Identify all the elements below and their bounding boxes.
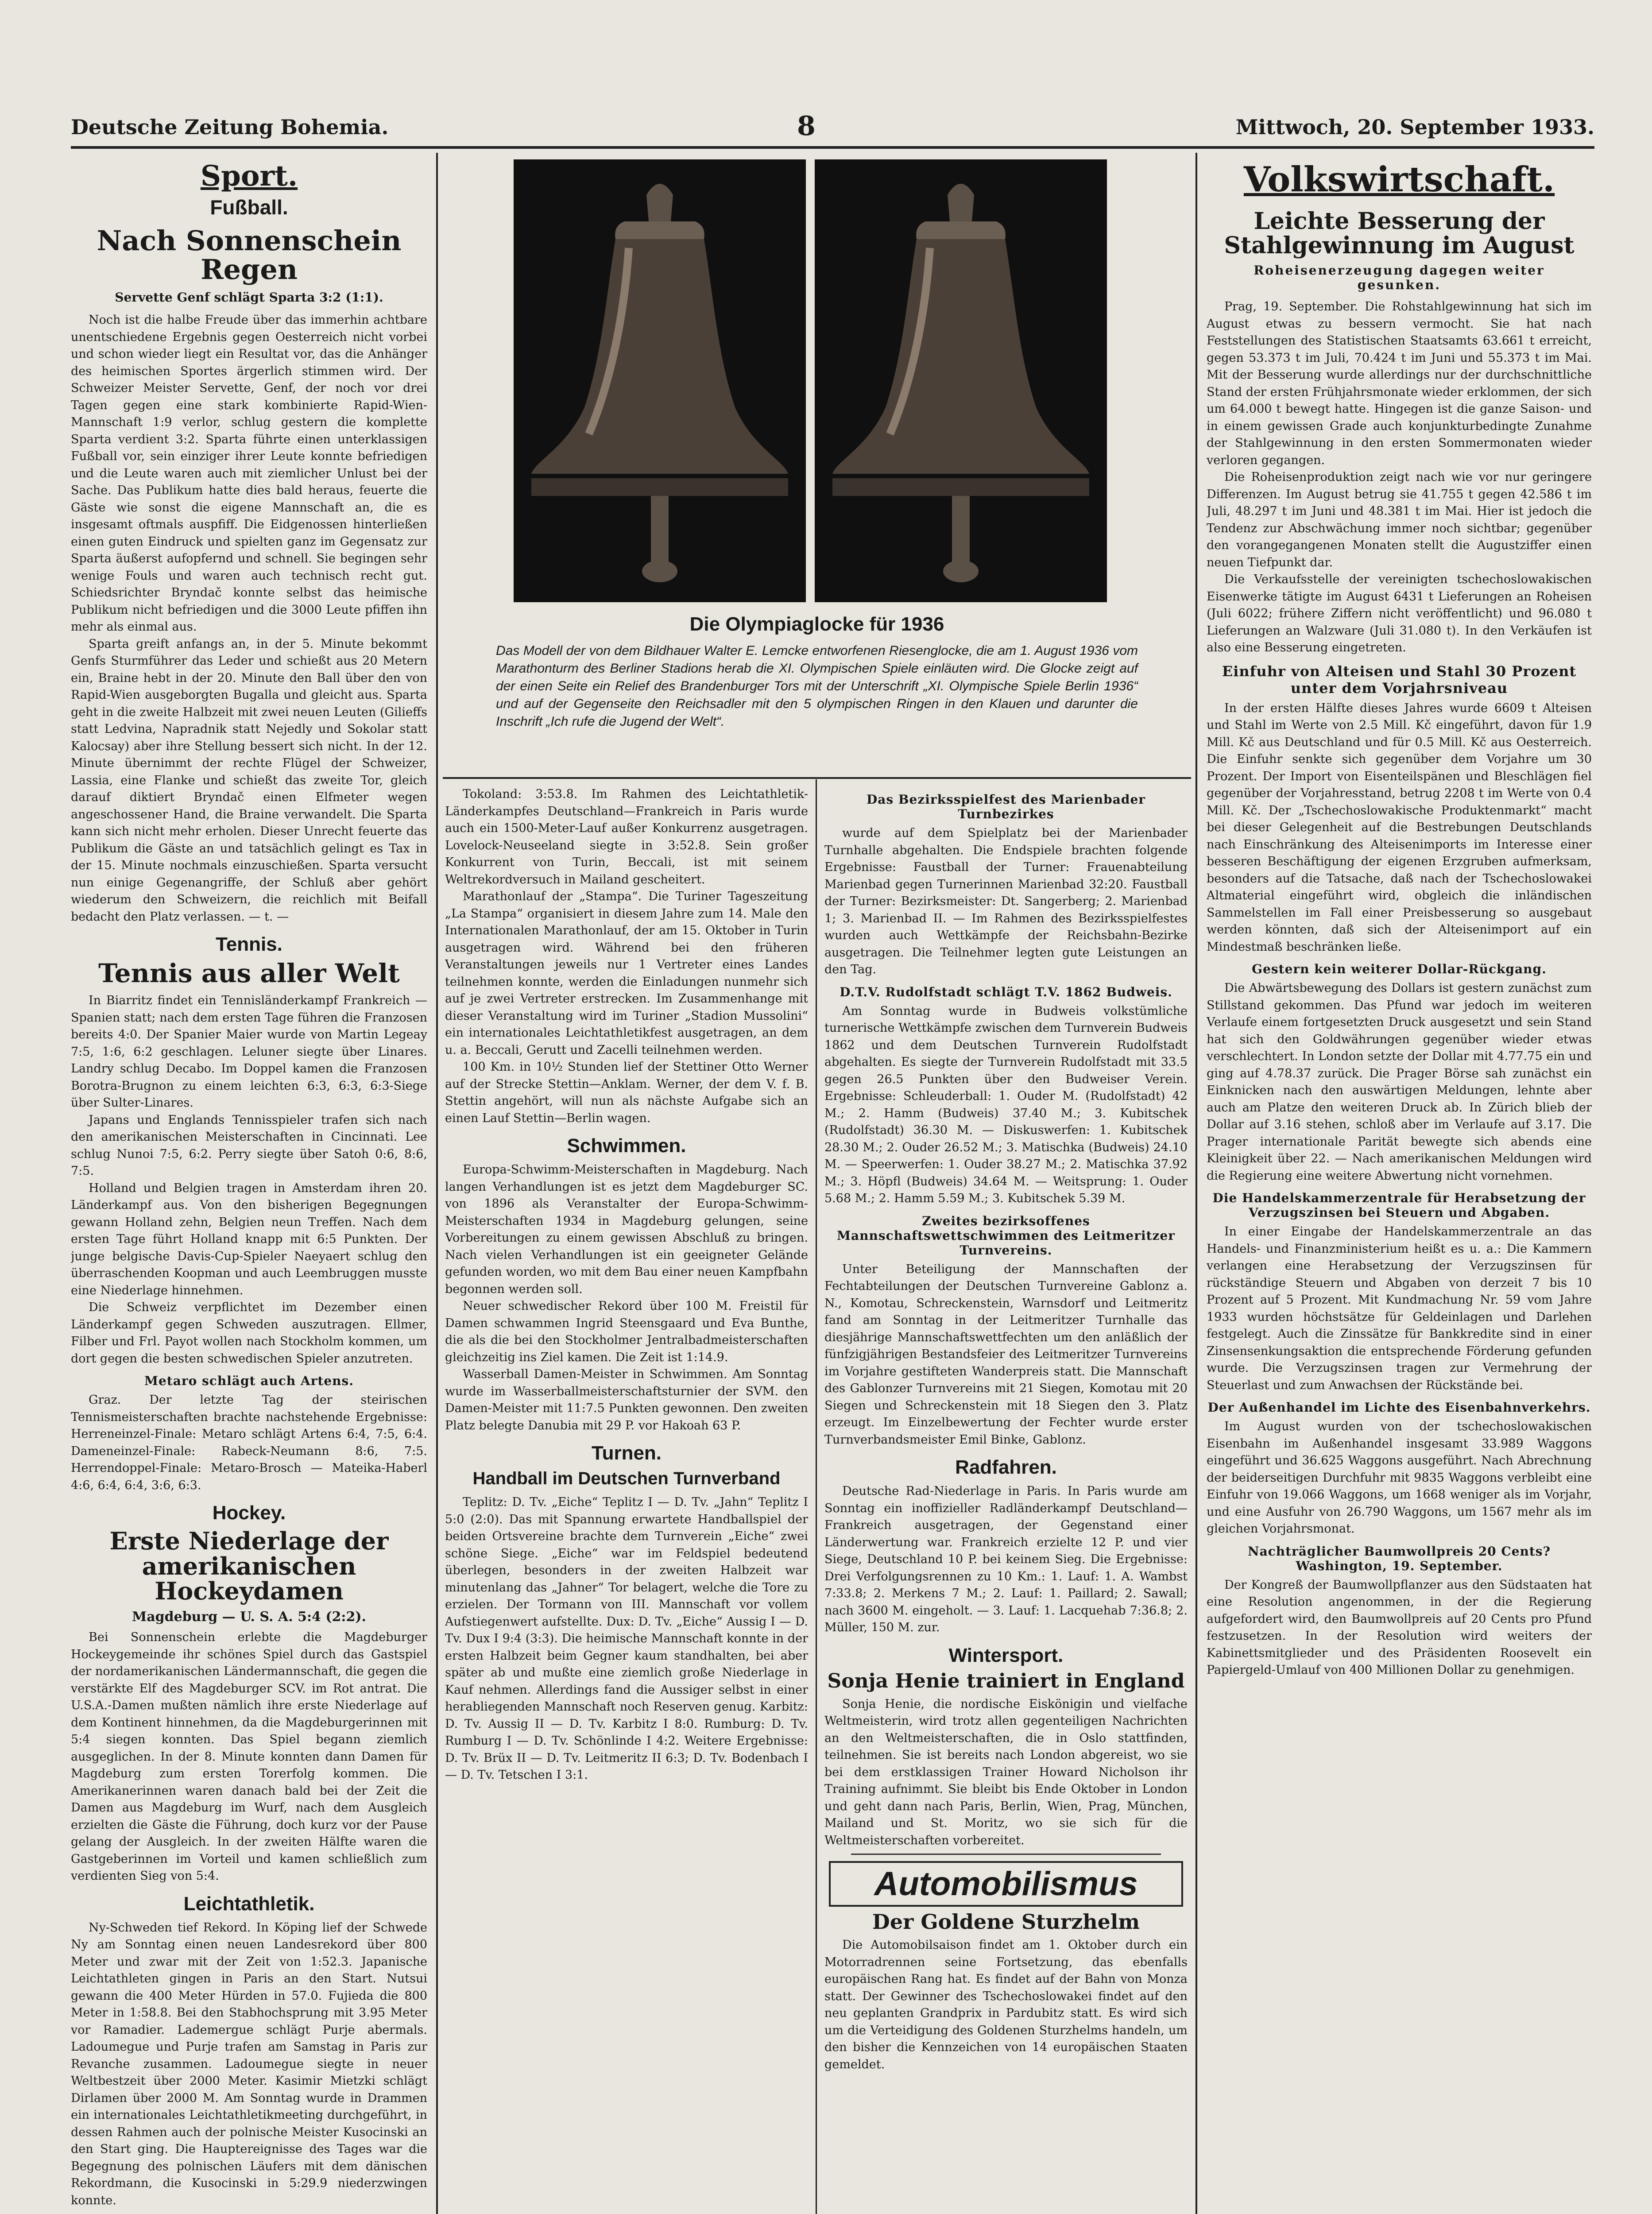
hockey-article: [71, 1629, 427, 1885]
paragraph: Noch ist die halbe Freude über das immerhin achtbare unentschiedene Ergebnis gegen Oesterreich nicht vorbei und schon wieder liegt ein Resultat vor, das die Anhänger des heimischen Sportes ärgerlich stimmen wird. Der Schweizer Meister Servette, Genf, der noch vor drei Tagen gegen eine stark kombinierte Rapid-Wien-Mannschaft 1:9 verlor, schlug gestern die komplette Sparta verdient 3:2. Sparta führte einen unterklassigen Fußball vor, sein einziger ihrer Leute konnte befriedigen und die Leute waren auch mit ziemlicher Unlust bei der Sache. Das Publikum hatte dies bald heraus, feuerte die Gäste wie sonst die eigene Mannschaft an, die es insgesamt oftmals auspfiff. Die Eidgenossen hinterließen einen guten Eindruck und spielten ganz im Gegensatz zur Sparta äußerst aufopfernd und schnell. Sie begingen sehr wenige Fouls und waren auch technisch recht gut. Schiedsrichter Bryndač konnte selbst das heimische Publikum nicht befriedigen und die 3000 Leute pfiffen ihn mehr als einmal aus.: [71, 313, 427, 634]
hockey-label: Hockey.: [212, 1502, 286, 1524]
column-rule-3: [816, 779, 817, 2214]
football-article: [71, 312, 427, 925]
paragraph: Am Sonntag wurde in Budweis volkstümliche turnerische Wettkämpfe zwischen dem Turnverein Budweis 1862 und dem Deutschen Turnverein Rudolfstadt abgehalten. Es siegte der Turnverein Rudolfstadt mit 33.5 gegen 26.5 Punkten über den Budweiser Verein. Ergebnisse: Schleuderball: 1. Ouder M. (Rudolfstadt) 42 M.; 2. Hamm (Budweis) 37.40 M.; 3. Kubitschek (Rudolfstadt) 36.30 M. — Diskuswerfen: 1. Kubitschek 28.30 M.; 2. Ouder 26.52 M.; 3. Matischka (Budweis) 24.10 M. — Speerwerfen: 1. Ouder 38.27 M.; 2. Matischka 37.92 M.; 3. Höpfl (Budweis) 34.64 M. — Weitsprung: 1. Ouder 5.68 M.; 2. Hamm 5.59 M.; 3. Kubitschek 5.39 M.: [824, 1004, 1188, 1205]
paragraph: In einer Eingabe der Handelskammerzentrale an das Handels- und Finanzministerium heißt es u. a.: Die Kammern verlangen eine Herabsetzung der Verzugszinsen für rückständige Steuern und Abgaben von derzeit 7 bis 10 Prozent auf 5 Prozent. Mit Kundmachung Nr. 59 vom Jahre 1933 wurden höchstsätze für Geldeinlagen und Darlehen festgelegt. Auch die Zinssätze für Bankkredite sind in einer Zinsensenkungsaktion die entsprechende Förderung gefunden wurde. Die Verzugszinsen tragen zur Vermehrung der Steuerlast und zum Anwachsen der Rückstände bei.: [1207, 1225, 1592, 1392]
paragraph: Der Kongreß der Baumwollpflanzer aus den Südstaaten hat eine Resolution angenommen, in der die Regierung aufgefordert wird, den Baumwollpreis auf 20 Cents pro Pfund festzusetzen. In der Resolution wird weiters der Kabinettsmitglieder und des Präsidenten Roosevelt ein Papiergeld-Umlauf von 400 Millionen Dollar zu genehmigen.: [1207, 1578, 1592, 1677]
paragraph: 100 Km. in 10½ Stunden lief der Stettiner Otto Werner auf der Strecke Stettin—Anklam. Werner, der dem V. f. B. Stettin angehört, will nun als nächste Aufgabe sich an einen Lauf Stettin—Berlin wagen.: [445, 1060, 808, 1125]
wintersport-article: [824, 1696, 1188, 1850]
paragraph: Prag, 19. September. Die Rohstahlgewinnung hat sich im August etwas zu bessern vermocht. Sie hat nach Feststellungen des Statistischen Staatsamts 63.661 t erreicht, gegen 53.373 t im Juli, 70.424 t im Juni und 55.373 t im Mai. Mit der Besserung wurde allerdings nur der durchschnittliche Stand der ersten Frühjahrsmonate wieder erklommen, der sich um 64.000 t bewegt hatte. Hingegen ist die ganze Saison- und in einem gewissen Grade auch konjunkturbedingte Zunahme der Stahlgewinnung in den ersten Sommermonaten wieder verloren gegangen.: [1207, 300, 1592, 467]
olympic-bell-figure: [447, 159, 1187, 775]
athletics-article: [71, 1920, 427, 2210]
bell-left-icon: [514, 159, 806, 602]
paragraph: Die Automobilsaison findet am 1. Oktober durch ein Motorradrennen seine Fortsetzung, das ebenfalls europäischen Rang hat. Es findet auf der Bahn von Monza statt. Der Gewinner des Tschechoslowakei findet auf den neu geplanten Grandprix in Pardubitz statt. Es wird sich um die Verteidigung des Goldenen Sturzhelms handeln, um den bisher die Kennzeichen von 14 europäischen Staaten gemeldet.: [824, 1938, 1188, 2071]
paragraph: Holland und Belgien tragen in Amsterdam ihren 20. Länderkampf aus. Von den bisherigen Begegnungen gewann Holland zehn, Belgien neun Treffen. Nach dem ersten Tage führt Holland knapp mit 6:5 Punkten. Der junge belgische Davis-Cup-Spieler Naeyaert schlug den überraschenden Koopman und auch Leembruggen musste eine Niederlage hinnehmen.: [71, 1181, 427, 1297]
newspaper-name: Deutsche Zeitung Bohemia.: [71, 115, 389, 139]
paragraph: Sparta greift anfangs an, in der 5. Minute bekommt Genfs Sturmführer das Leder und schießt aus 20 Metern ein, Braine hebt in der 20. Minute den Ball über den von Rapid-Wien ausgeborgten Bugalla und gleicht aus. Sparta geht in die zweite Halbzeit mit zwei neuen Leuten (Gilieffs statt Ledvina, Napradnik statt Nejedly und Sokolar statt Kalocsay) aber ihre Stellung bessert sich nicht. In der 12. Minute übernimmt der rechte Flügel der Schweizer, Lassia, eine Flanke und schießt das zweite Tor, gleich darauf diktiert Bryndač einen Elfmeter wegen angeschossener Hand, die Braine verwandelt. Die Sparta kann sich nicht mehr erholen. Dieser Unrecht feuerte das Publikum die Gäste an und tatsächlich gelingt es Tax in der 15. Minute nochmals einzuschießen. Sparta versucht nun einige Gegenangriffe, der Schluß aber gehört wiederum den Schweizern, die reichlich mit Beifall bedacht den Platz verlassen. — t. —: [71, 637, 427, 924]
paragraph: In der ersten Hälfte dieses Jahres wurde 6609 t Alteisen und Stahl im Werte von 2.5 Mill. Kč eingeführt, davon für 1.9 Mill. Kč aus Deutschland und für 0.5 Mill. Kč aus Oesterreich. Die Einfuhr senkte sich gegenüber dem Vorjahre um 30 Prozent. Der Import von Eisenteilspänen und Bleschlägen fiel gegenüber der Vorjahresstand, betrug 2208 t im Werte von 0.4 Mill. Kč. Der „Tschechoslowakische Produktenmarkt“ macht bei dieser Gelegenheit auf die Bestrebungen Deutschlands nach Einschränkung des Alteisenimports im Interesse einer besseren Beschäftigung der eigenen Erzgruben aufmerksam, besonders auf die Tatsache, daß nach der Tschechoslowakei Altmaterial eingeführt wird, obgleich die inländischen Sammelstellen im Fall einer Preisbesserung so ausgebaut werden könnten, daß sich der Alteisenimport auf ein Mindestmaß beschränken ließe.: [1207, 701, 1592, 954]
athletics-label: Leichtathletik.: [183, 1893, 315, 1915]
budweis-article: [824, 1003, 1188, 1208]
paragraph: Bei Sonnenschein erlebte die Magdeburger Hockeygemeinde ihr schönes Spiel durch das Gastspiel der nordamerikanischen Ländermannschaft, die gegen die verstärkte Elf des Magdeburger SCV. im Rot antrat. Die U.S.A.-Damen mußten nämlich ihre erste Niederlage auf dem Kontinent hinnehmen, da die Magdeburgerinnen mit 5:4 siegen konnten. Das Spiel begann ziemlich ausgeglichen. In der 8. Minute konnten dann Damen für Magdeburg zum ersten Torerfolg kommen. Die Amerikanerinnen waren danach bald bei der Zeit die Damen aus Magdeburg im Wurf, nach dem Ausgleich erzielten die Gäste die Führung, doch kurz vor der Pause gelang der Ausgleich. In der zweiten Hälfte waren die Gastgeberinnen im Vorteil und kamen schließlich zum verdienten Sieg von 5:4.: [71, 1630, 427, 1883]
automobilismus-article: [824, 1937, 1188, 2073]
paragraph: Japans und Englands Tennisspieler trafen sich nach den amerikanischen Meisterschaften in Cincinnati. Lee schlug Nunoi 7:5, 6:2. Perry siegte über Satoh 0:6, 8:6, 7:5.: [71, 1113, 427, 1178]
paragraph: Im August wurden von der tschechoslowakischen Eisenbahn im Außenhandel insgesamt 33.989 Waggons eingeführt und 36.625 Waggons ausgeführt. Nach Abrechnung der beiderseitigen Durchfuhr mit 9835 Waggons verbleibt eine Einfuhr von 19.066 Waggons, um 1668 weniger als im Vorjahr, und eine Ausfuhr von 26.790 Waggons, um 1567 mehr als im gleichen Vorjahrsmonat.: [1207, 1420, 1592, 1536]
photo-caption: Das Modell der von dem Bildhauer Walter E. Lemcke entworfenen Riesenglocke, die am 1. August 1936 vom Marathonturm des Berliner Stadions herab die XI. Olympischen Spiele einläuten wird. Die Glocke zeigt auf der einen Seite ein Relief des Brandenburger Tors mit der Unterschrift „XI. Olympische Spiele Berlin 1936“ und auf der Gegenseite den Reichsadler mit den 5 olympischen Ringen in den Klauen und darunter die Inschrift „Ich rufe die Jugend der Welt“.: [496, 643, 1138, 729]
divider: [851, 1854, 1161, 1855]
aussenhandel-article: [1207, 1418, 1592, 1538]
paragraph: Europa-Schwimm-Meisterschaften in Magdeburg. Nach langen Verhandlungen ist es jetzt dem Magdeburger SC. von 1896 als Veranstalter der Europa-Schwimm-Meisterschaften 1934 in Magdeburg gelungen, seine Vorbereitungen zu einem gewissen Abschluß zu bringen. Nach vielen Verhandlungen ist ein geeigneter Gelände gefunden worden, wo mit dem Bau einer neuen Kampfbahn begonnen werden soll.: [445, 1163, 808, 1296]
tennis-label: Tennis.: [216, 933, 282, 956]
fencing-heading: Zweites bezirksoffenes Mannschaftswettschwimmen des Leitmeritzer Turnvereins.: [837, 1213, 1175, 1258]
sport-column: [71, 155, 427, 2214]
page-header: [71, 111, 1594, 142]
page-number: 8: [797, 111, 816, 142]
bell-photo-left: [514, 159, 806, 602]
radfahren-article: [824, 1483, 1188, 1637]
paragraph: Die Verkaufsstelle der vereinigten tschechoslowakischen Eisenwerke tätigte im August 6431 t Lieferungen an Roheisen (Juli 6022; frühere Ziffern nicht veröffentlicht) und 96.080 t Lieferungen an Walzware (Juli 31.080 t). In den Verkäufen ist also eine Besserung eingetreten.: [1207, 573, 1592, 655]
header-rule: [71, 146, 1594, 149]
metaro-heading: Metaro schlägt auch Artens.: [144, 1374, 354, 1389]
automobilismus-headline: Der Goldene Sturzhelm: [872, 1910, 1140, 1934]
handball-article: [445, 1494, 808, 1784]
paragraph: Wasserball Damen-Meister in Schwimmen. Am Sonntag wurde im Wasserballmeisterschaftsturnier der SVM. den Damen-Meister mit 11:7.5 Punkten gewonnen. Den zweiten Platz belegte Danubia mit 29 P. vor Hakoah 63 P.: [445, 1367, 808, 1432]
baumwolle-heading: Nachträglicher Baumwollpreis 20 Cents? Washington, 19. September.: [1248, 1544, 1551, 1573]
turnen-label: Turnen.: [591, 1442, 662, 1464]
swimming-article: [445, 1161, 808, 1434]
paragraph: Graz. Der letzte Tag der steirischen Tennismeisterschaften brachte nachstehende Ergebnisse: Herreneinzel-Finale: Metaro schlägt Artens 6:4, 7:5, 6:4. Dameneinzel-Finale: Rabeck-Neumann 8:6, 7:5. Herrendoppel-Finale: Metaro-Brosch — Mateika-Haberl 4:6, 6:4, 6:4, 3:6, 6:3.: [71, 1393, 427, 1492]
bell-right-icon: [815, 159, 1107, 602]
paragraph: Ny-Schweden tief Rekord. In Köping lief der Schwede Ny am Sonntag einen neuen Landesrekord über 800 Meter und zwar mit der Zeit von 1:52.3. Japanische Leichtathleten gingen in Paris an den Start. Nutsui gewann die 400 Meter Hürden in 57.0. Fujieda die 800 Meter in 1:58.8. Bei den Stabhochsprung mit 3.95 Meter vor Ramadier. Lademergue schlägt Purje abermals. Ladoumegue und Purje trafen am Samstag in Paris zur Revanche zusammen. Ladoumegue siegte in neuer Weltbestzeit über 2000 Meter. Kasimir Mietzki schlägt Dirlamen über 2000 M. Am Sonntag wurde in Drammen ein internationales Leichtathletikmeeting durchgeführt, in dessen Rahmen auch der polnische Meister Kusocinski an den Start ging. Die Hauptereignisse des Tages war die Begegnung des polnischen Läufers mit dem dänischen Rekordmann, die Kusocinski in 5:29.9 niederzwingen konnte.: [71, 1920, 427, 2207]
handelskammer-article: [1207, 1223, 1592, 1394]
economy-headline: Leichte Besserung der Stahlgewinnung im August: [1224, 208, 1575, 259]
photo-title: Die Olympiaglocke für 1936: [689, 613, 944, 635]
budweis-heading: D.T.V. Rudolfstadt schlägt T.V. 1862 Budweis.: [840, 984, 1172, 999]
dollar-heading: Gestern kein weiterer Dollar-Rückgang.: [1252, 962, 1547, 977]
paragraph: wurde auf dem Spielplatz bei der Marienbader Turnhalle abgehalten. Die Endspiele brachten folgende Ergebnisse: Faustball der Turner: Frauenabteilung Marienbad gegen Turnerinnen Marienbad 32:20. Faustball der Turner: Bezirksmeister: Dt. Sangerberg; 2. Marienbad 1; 3. Marienbad II. — Im Rahmen des Bezirksspielfestes wurden auch Wettkämpfe der Reichsbahn-Bezirke ausgetragen. Die Teilnehmer legten gute Leistungen an den Tag.: [824, 826, 1188, 976]
swimming-label: Schwimmen.: [567, 1135, 686, 1157]
column-rule-2: [1195, 153, 1197, 2214]
issue-date: Mittwoch, 20. September 1933.: [1235, 115, 1594, 139]
wintersport-headline: Sonja Henie trainiert in England: [827, 1669, 1185, 1692]
economy-subheadline: Roheisenerzeugung dagegen weiter gesunken.: [1254, 263, 1545, 293]
paragraph: Sonja Henie, die nordische Eiskönigin und vielfache Weltmeisterin, wird trotz allen gegenteiligen Nachrichten an den Weltmeisterschaften, die in Oslo stattfinden, teilnehmen. Sie ist bereits nach London abgereist, wo sie bei dem erstklassigen Trainer Howard Nicholson ihr Training aufnimmt. Sie bleibt bis Ende Oktober in London und geht dann nach Paris, Berlin, Wien, Prag, München, Mailand und St. Moritz, wo sie sich für die Weltmeisterschaften vorbereitet.: [824, 1697, 1188, 1847]
radfahren-label: Radfahren.: [955, 1456, 1057, 1478]
paragraph: Marathonlauf der „Stampa“. Die Turiner Tageszeitung „La Stampa“ organisiert in diesem Jahre zum 14. Male den Internationalen Marathonlauf, der am 15. Oktober in Turin ausgetragen wird. Während bei den früheren Veranstaltungen jeweils nur 1 Vertreter eines Landes teilnehmen konnte, werden die Einladungen nunmehr sich auf je zwei Vertreter erstrecken. Im Zusammenhange mit dieser Veranstaltung wird im Turiner „Stadion Mussolini“ ein internationales Leichtathletikfest ausgetragen, an dem u. a. Beccali, Gerutt und Zacelli teilnehmen werden.: [445, 890, 808, 1057]
paragraph: Die Roheisenproduktion zeigt nach wie vor nur geringere Differenzen. Im August betrug sie 41.755 t gegen 42.586 t im Juli, 48.297 t im Juni und 48.381 t im Mai. Hier ist jedoch die Tendenz zur Abschwächung immer noch sichtbar; gegenüber den vorangegangenen Monaten stellt die Augustziffer einen neuen Tiefpunkt dar.: [1207, 470, 1592, 569]
steel-article: [1207, 298, 1592, 657]
tennis-article: [71, 992, 427, 1367]
wintersport-label: Wintersport.: [948, 1644, 1064, 1666]
paragraph: Neuer schwedischer Rekord über 100 M. Freistil für Damen schwammen Ingrid Steensgaard und Eva Bunthe, die als die bei den Stockholmer Jentralbadmeisterschaften gleichzeitig ins Ziel kamen. Die Zeit ist 1:14.9.: [445, 1299, 808, 1364]
dollar-article: [1207, 980, 1592, 1184]
alteisen-heading: Einfuhr von Alteisen und Stahl 30 Prozent unter dem Vorjahrsniveau: [1222, 662, 1577, 697]
tennis-headline: Tennis aus aller Welt: [98, 958, 400, 989]
middle-left-column: [445, 786, 808, 2214]
alteisen-article: [1207, 700, 1592, 956]
paragraph: Die Schweiz verpflichtet im Dezember einen Länderkampf gegen Schweden auszutragen. Ellmer, Filber und Frl. Payot wollen nach Stockholm kommen, um dort gegen die besten schwedischen Spieler anzutreten.: [71, 1301, 427, 1366]
football-headline: Nach Sonnenschein Regen: [97, 224, 402, 286]
metaro-article: [71, 1392, 427, 1494]
middle-right-column: [824, 786, 1188, 2214]
sport-section-title: Sport.: [200, 159, 298, 193]
handball-headline: Handball im Deutschen Turnverband: [472, 1469, 781, 1488]
marienbad-heading: Das Bezirksspielfest des Marienbader Turnbezirkes: [866, 792, 1146, 821]
paragraph: Deutsche Rad-Niederlage in Paris. In Paris wurde am Sonntag ein inoffizieller Radländerkampf Deutschland—Frankreich ausgetragen, der Gegenstand einer Länderwertung war. Frankreich erzielte 12 P. und vier Siege, Deutschland 10 P. bei keinem Sieg. Die Ergebnisse: Drei Verfolgungsrennen zu 10 Km.: 1. Lauf: 1. A. Wambst 7:33.8; 2. Merkens 7 M.; 2. Lauf: 1. Paillard; 2. Sawall; nach 3600 M. eingeholt. — 3. Lauf: 1. Lacquehab 7:36.8; 2. Müller, 150 M. zur.: [824, 1484, 1188, 1634]
column-rule-1: [436, 153, 438, 2214]
economy-section-title: Volkswirtschaft.: [1243, 159, 1555, 200]
hockey-subheadline: Magdeburg — U. S. A. 5:4 (2:2).: [132, 1609, 366, 1625]
paragraph: Tokoland: 3:53.8. Im Rahmen des Leichtathletik-Länderkampfes Deutschland—Frankreich in Paris wurde auch ein 1500-Meter-Lauf außer Konkurrenz ausgetragen. Lovelock-Neuseeland siegte in 3:52.8. Sein großer Konkurrent von Turin, Beccali, ist mit seinem Weltrekordversuch in Mailand gescheitert.: [445, 787, 808, 886]
baumwolle-article: [1207, 1577, 1592, 1679]
fencing-article: [824, 1261, 1188, 1449]
handelskammer-heading: Die Handelskammerzentrale für Herabsetzung der Verzugszinsen bei Steuern und Abgaben.: [1212, 1191, 1586, 1220]
paragraph: Unter Beteiligung der Mannschaften der Fechtabteilungen der Deutschen Turnvereine Gablonz a. N., Komotau, Schreckenstein, Warnsdorf und Leitmeritz fand am Sonntag in der Leitmeritzer Turnhalle das diesjährige Mannschaftswettfechten um den anläßlich der fünfzigjährigen Bestandsfeier des Leitmeritzer Turnvereins im Vorjahre gestifteten Wanderpreis statt. Die Mannschaft des Gablonzer Turnvereins mit 21 Siegen, Komotau mit 20 Siegen und Schreckenstein mit 18 Siegen den 3. Platz erzeugt. Im Einzelbewertung der Fechter wurde erster Turnverbandsmeister Emil Binke, Gablonz.: [824, 1262, 1188, 1447]
automobilismus-title: Automobilismus: [829, 1861, 1183, 1907]
bell-photo-right: [815, 159, 1107, 602]
football-subheadline: Servette Genf schlägt Sparta 3:2 (1:1).: [115, 290, 383, 305]
athletics-notes: [445, 786, 808, 1127]
paragraph: Teplitz: D. Tv. „Eiche“ Teplitz I — D. Tv. „Jahn“ Teplitz I 5:0 (2:0). Das mit Spannung erwartete Handballspiel der beiden Ortsvereine brachte dem Turnverein „Eiche“ zwei schöne Siege. „Eiche“ war im Feldspiel bedeutend überlegen, besonders in der zweiten Halbzeit war minutenlang das „Jahner“ Tor belagert, welche die Tore zu erzielen. Der Tormann von III. Mannschaft vor vollem Aufstiegenwert aufstellte. Dux: D. Tv. „Eiche“ Aussig I — D. Tv. Dux I 9:4 (3:3). Die heimische Mannschaft konnte in der ersten Halbzeit beim Gegner kaum standhalten, bei aber später ab und mußte eine ziemlich große Niederlage in Kauf nehmen. Allerdings fand die Aussiger selbst in einer herabliegenden Mannschaft noch Reserven genug. Karbitz: D. Tv. Aussig II — D. Tv. Karbitz I 8:0. Rumburg: D. Tv. Rumburg I — D. Tv. Schönlinde I 4:2. Weitere Ergebnisse: D. Tv. Brüx II — D. Tv. Leitmeritz II 6:3; D. Tv. Bodenbach I — D. Tv. Tetschen I 3:1.: [445, 1495, 808, 1782]
marienbad-article: [824, 825, 1188, 979]
paragraph: Die Abwärtsbewegung des Dollars ist gestern zunächst zum Stillstand gekommen. Das Pfund war jedoch im weiteren Verlaufe einem fortgesetzten Druck ausgesetzt und sein Stand hat sich den Goldwährungen gegenüber wieder etwas verschlechtert. In London setzte der Dollar mit 4.77.75 ein und ging auf 4.78.37 zurück. Die Prager Börse sah zunächst ein Einknicken nach den auswärtigen Meldungen, lehnte aber auch am Platze den weiteren Druck ab. In Zürich blieb der Dollar auf 3.16 stehen, schloß aber im Verlaufe auf 3.17. Die Prager internationale Parität bewegte sich abends eine Kleinigkeit über 22. — Nach amerikanischen Meldungen wird die Regierung eine weitere Abwertung nicht vornehmen.: [1207, 981, 1592, 1183]
economy-column: [1207, 155, 1592, 2214]
hockey-headline: Erste Niederlage der amerikanischen Hockeydamen: [109, 1527, 389, 1606]
aussenhandel-heading: Der Außenhandel im Lichte des Eisenbahnverkehrs.: [1207, 1400, 1591, 1415]
paragraph: In Biarritz findet ein Tennisländerkampf Frankreich — Spanien statt; nach dem ersten Tage führen die Franzosen bereits 4:0. Der Spanier Maier wurde von Martin Legeay 7:5, 1:6, 6:2 geschlagen. Leluner siegte über Linares. Landry schlug Decabo. Im Doppel kamen die Franzosen Borotra-Brugnon zu einem leichten 6:3, 6:3, 6:3-Siege über Sulter-Linares.: [71, 994, 427, 1110]
photo-bottom-rule: [443, 777, 1191, 779]
football-label: Fußball.: [210, 196, 288, 219]
